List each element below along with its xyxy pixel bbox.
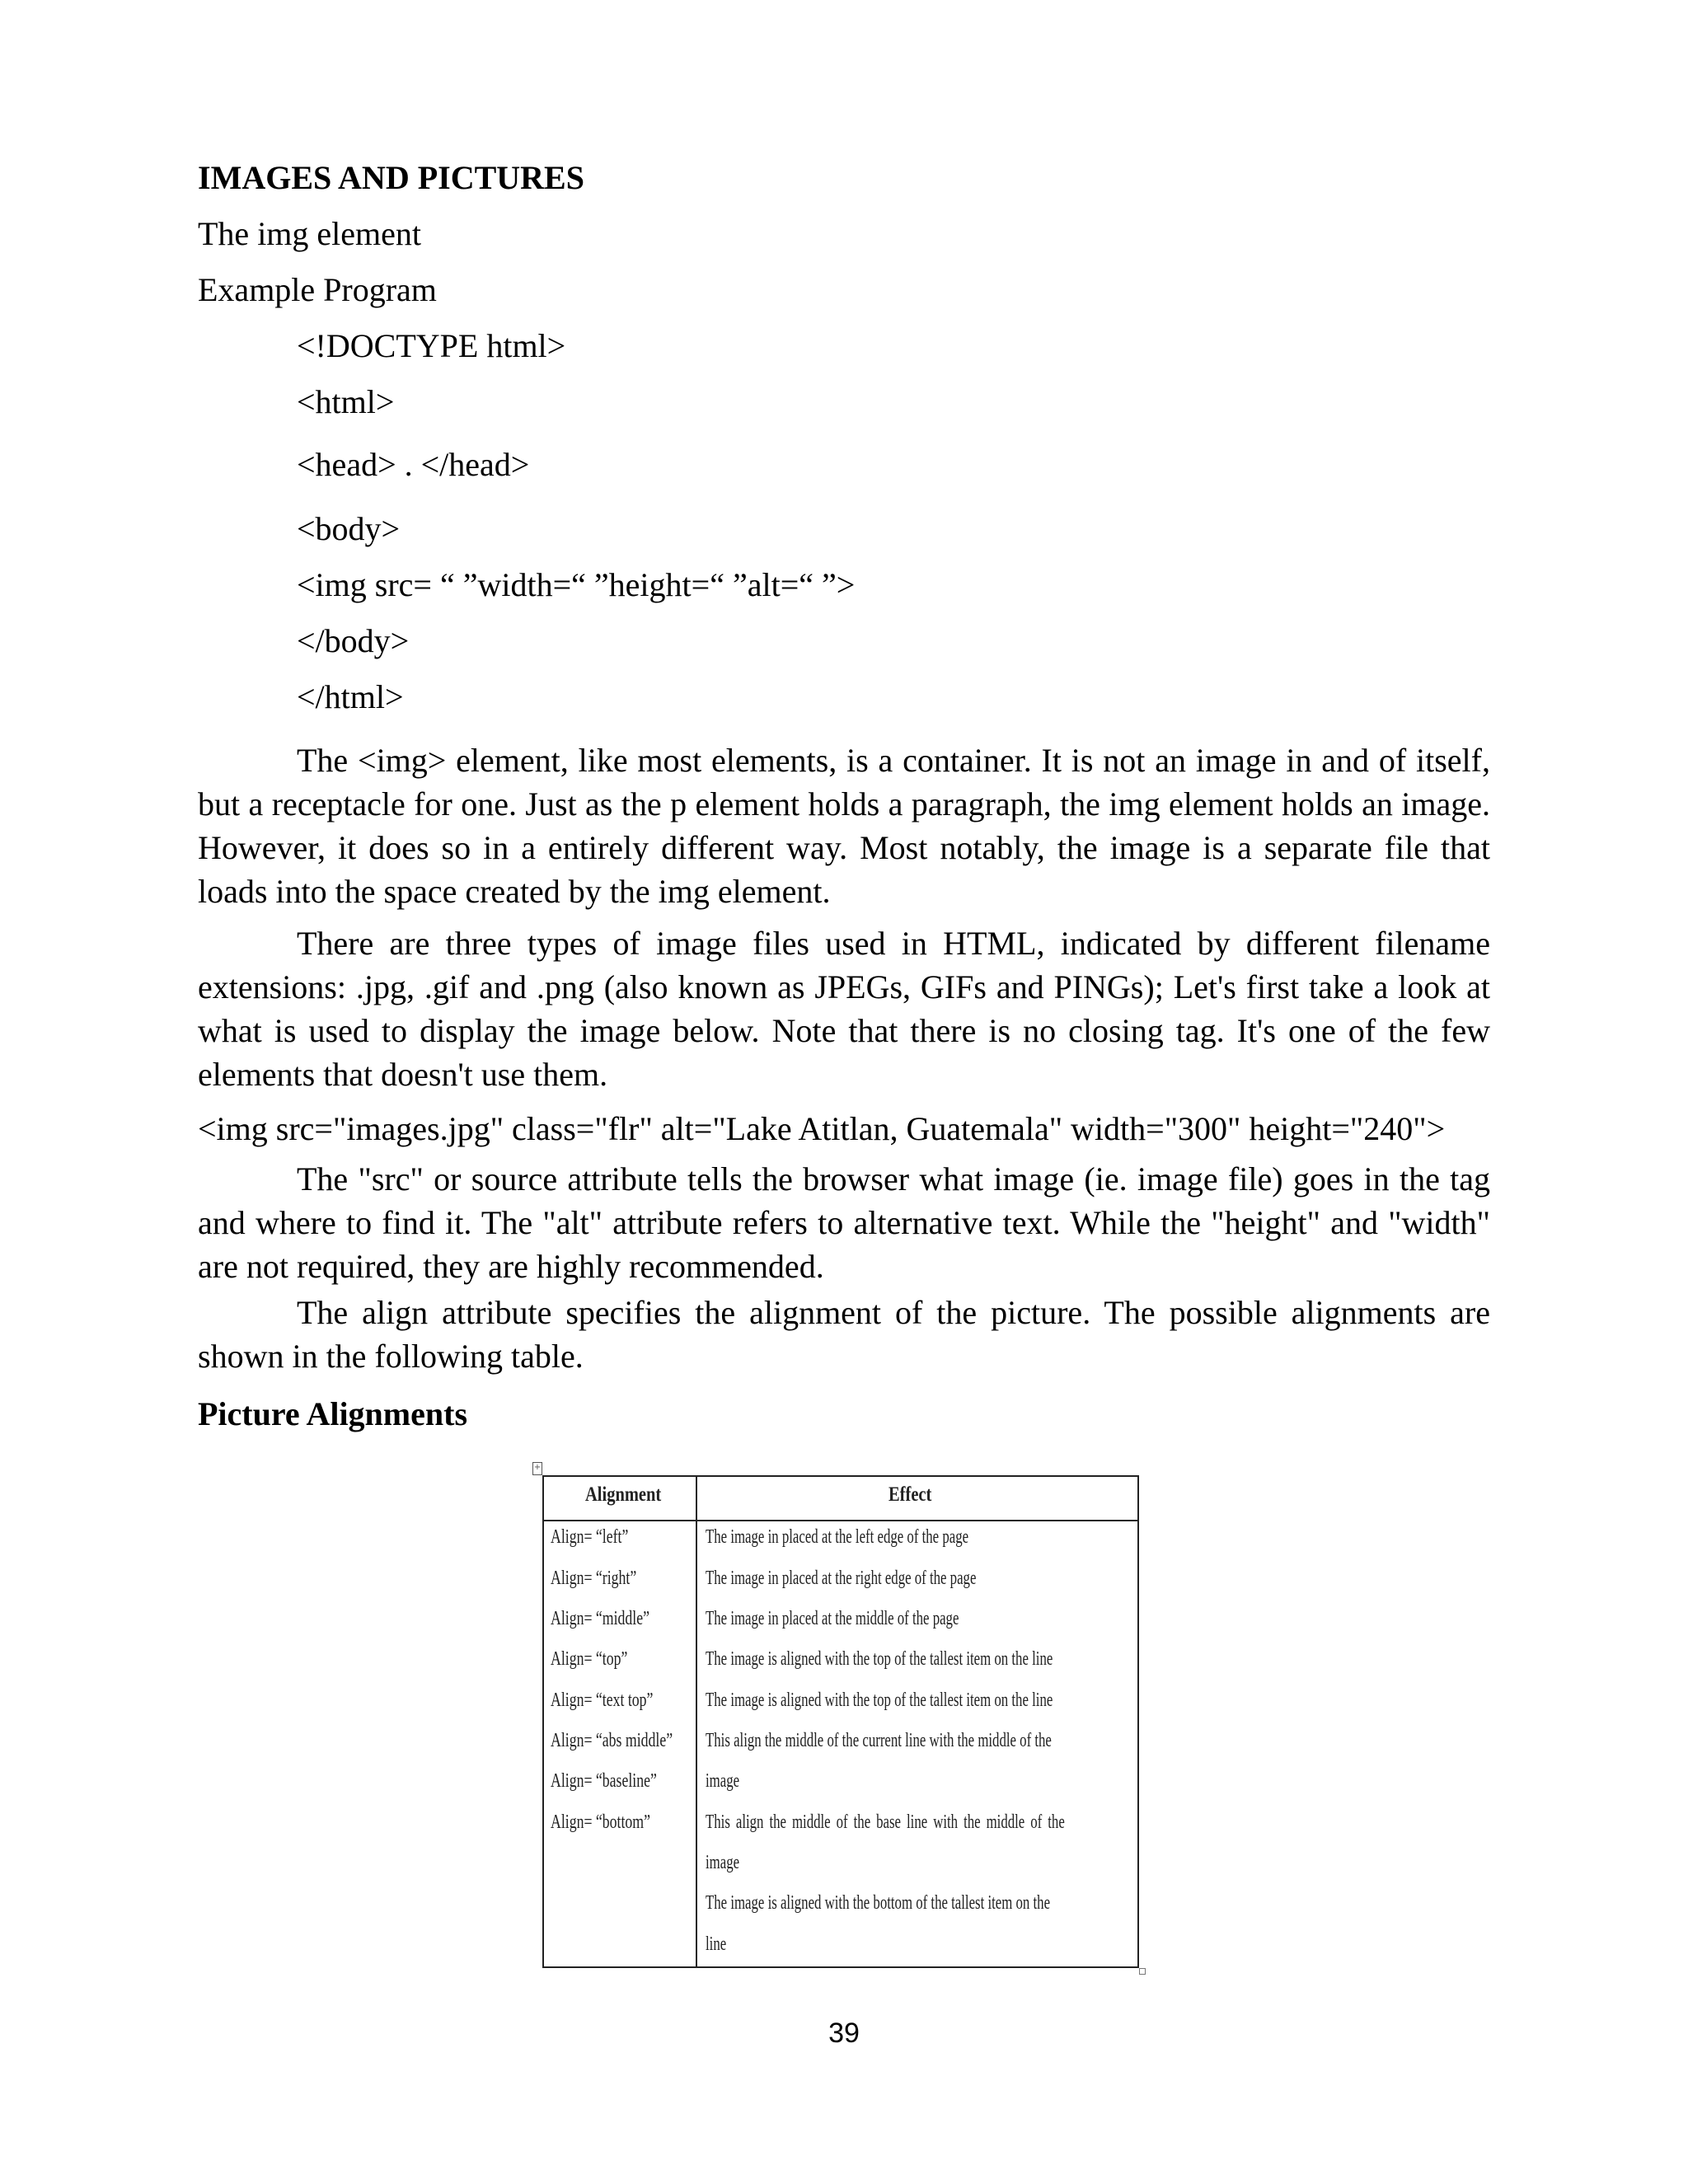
page-heading: IMAGES AND PICTURES: [198, 159, 584, 196]
table-cell-effect: image: [706, 1852, 740, 1873]
table-cell-alignment: Align= “baseline”: [551, 1770, 657, 1792]
table-cell-alignment: Align= “abs middle”: [551, 1730, 673, 1751]
table-frame: [542, 1475, 1139, 1968]
img-example-line: <img src="images.jpg" class="flr" alt="Lake Atitlan, Guatemala" width="300" height="240">: [198, 1110, 1446, 1147]
code-line: <img src= “ ”width=“ ”height=“ ”alt=“ ”>: [297, 566, 856, 603]
table-move-handle-icon[interactable]: +: [532, 1462, 542, 1475]
table-cell-effect: image: [706, 1770, 740, 1792]
page-number: 39: [828, 2018, 860, 2049]
code-line: </body>: [297, 622, 410, 659]
column-header-alignment: Alignment: [585, 1483, 662, 1506]
paragraph: The align attribute specifies the alignment of the picture. The possible alignments are shown in the following table.: [198, 1294, 1490, 1375]
code-line: </html>: [297, 678, 404, 715]
column-header-effect: Effect: [889, 1483, 932, 1506]
header-divider: [544, 1520, 1137, 1521]
table-cell-effect: The image in placed at the right edge of the page: [706, 1568, 977, 1589]
table-heading: Picture Alignments: [198, 1395, 468, 1432]
table-cell-alignment: Align= “left”: [551, 1526, 629, 1548]
paragraph: The <img> element, like most elements, is a container. It is not an image in and of itself, but a receptacle for one. Just as the p element holds a paragraph, the img element holds an image. However, it does so in a entirely different way. Most notably, the image is a separate file that loads into the space created by the img element.: [198, 742, 1490, 910]
code-line: <!DOCTYPE html>: [297, 327, 566, 364]
table-cell-effect: The image in placed at the middle of the page: [706, 1608, 959, 1629]
example-label: Example Program: [198, 271, 437, 308]
column-divider: [696, 1477, 697, 1966]
code-line: <head> . </head>: [297, 446, 530, 483]
code-line: <body>: [297, 510, 401, 547]
table-cell-effect: The image is aligned with the top of the tallest item on the line: [706, 1690, 1053, 1711]
code-line: <html>: [297, 383, 395, 420]
table-cell-effect: The image in placed at the left edge of the page: [706, 1526, 969, 1548]
table-cell-effect: This align the middle of the base line with the middle of the: [706, 1811, 1065, 1833]
alignment-table: [533, 1463, 1141, 1980]
table-cell-alignment: Align= “top”: [551, 1648, 628, 1670]
table-resize-handle[interactable]: [1139, 1968, 1146, 1975]
table-cell-effect: This align the middle of the current line with the middle of the: [706, 1730, 1052, 1751]
table-cell-effect: line: [706, 1933, 727, 1955]
table-cell-alignment: Align= “text top”: [551, 1690, 654, 1711]
paragraph: The "src" or source attribute tells the browser what image (ie. image file) goes in the tag and where to find it. The "alt" attribute refers to alternative text. While the "height" and "width" are not required, they are highly recommended.: [198, 1160, 1490, 1285]
table-cell-alignment: Align= “middle”: [551, 1608, 650, 1629]
section-subtitle: The img element: [198, 215, 422, 252]
table-cell-effect: The image is aligned with the top of the tallest item on the line: [706, 1648, 1053, 1670]
table-cell-alignment: Align= “bottom”: [551, 1811, 651, 1833]
table-cell-effect: The image is aligned with the bottom of the tallest item on the: [706, 1892, 1051, 1914]
paragraph: There are three types of image files used in HTML, indicated by different filename extensions: .jpg, .gif and .png (also known as JPEGs, GIFs and PINGs); Let's first take a look at what is used to display the image below. Note that there is no closing tag. It's one of the few elements that doesn't use them.: [198, 925, 1490, 1093]
table-cell-alignment: Align= “right”: [551, 1568, 637, 1589]
